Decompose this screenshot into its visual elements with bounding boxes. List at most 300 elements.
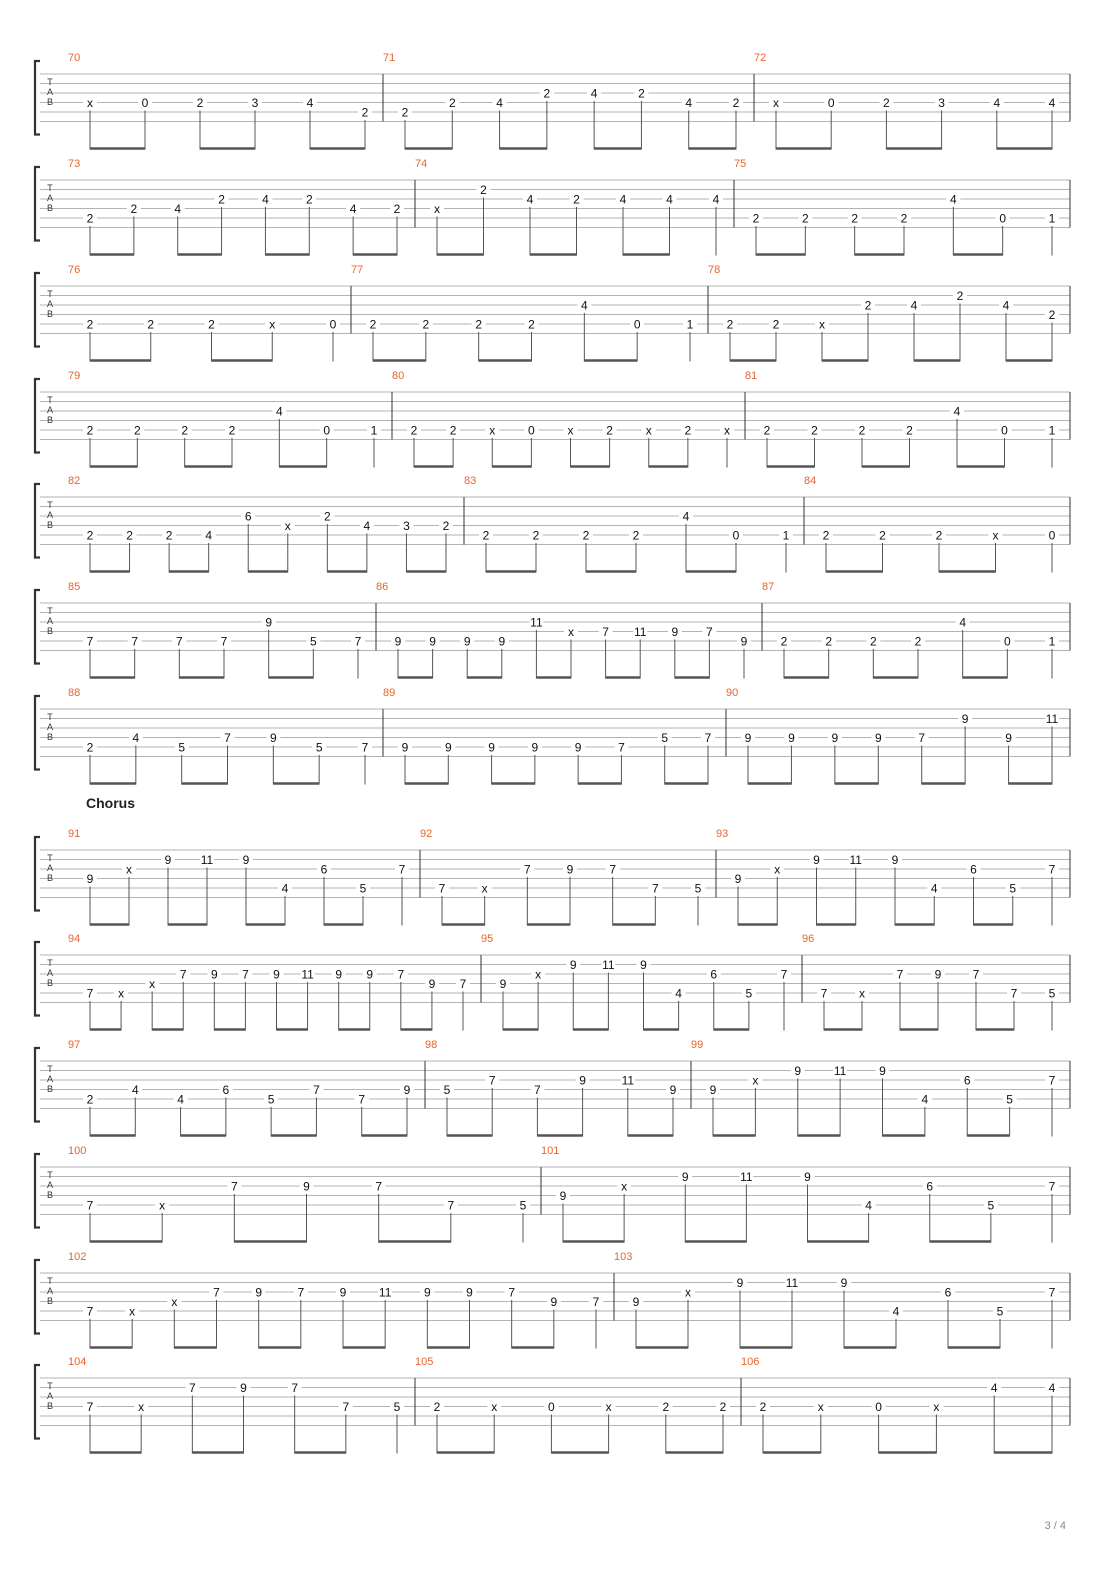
fret-number: 11 <box>849 853 862 867</box>
fret-number: 7 <box>918 731 926 745</box>
fret-number: 9 <box>669 1083 677 1097</box>
fret-number: 2 <box>900 211 908 226</box>
fret-number: 6 <box>926 1179 934 1194</box>
tab-clef-letter: A <box>46 1074 54 1084</box>
fret-number: 9 <box>242 853 250 867</box>
fret-number: 9 <box>879 1064 886 1078</box>
fret-number: 5 <box>309 634 317 649</box>
fret-number: 4 <box>363 519 371 533</box>
fret-number: 2 <box>662 1400 670 1414</box>
fret-number: 2 <box>228 423 236 438</box>
measure-number: 85 <box>68 581 81 593</box>
fret-number: 2 <box>573 192 580 207</box>
tab-clef-letter: B <box>46 978 54 988</box>
system-bracket <box>35 837 40 911</box>
fret-number: 7 <box>602 625 609 639</box>
fret-number: 5 <box>359 881 367 896</box>
fret-number: 9 <box>394 634 402 649</box>
fret-number: 11 <box>785 1276 799 1290</box>
fret-number: 9 <box>269 731 277 745</box>
fret-number: 2 <box>323 509 331 524</box>
fret-number: 7 <box>459 977 467 991</box>
system-bracket <box>35 942 40 1016</box>
fret-number: 7 <box>86 1304 94 1319</box>
fret-number: 9 <box>813 853 820 867</box>
tab-clef-letter: A <box>46 1180 54 1190</box>
fret-number: 2 <box>147 317 155 332</box>
fret-number: 9 <box>303 1179 310 1194</box>
fret-number: 0 <box>548 1400 555 1414</box>
fret-number: 0 <box>323 423 331 438</box>
fret-number: 6 <box>970 862 977 877</box>
fret-number: 7 <box>86 1198 94 1213</box>
fret-number: 2 <box>126 528 133 543</box>
fret-number: 2 <box>196 96 204 110</box>
fret-number: 2 <box>393 202 401 216</box>
measure-number: 99 <box>691 1039 704 1051</box>
tab-clef-letter: T <box>47 606 53 616</box>
measure-number: 82 <box>68 475 81 487</box>
fret-number: 4 <box>953 404 961 419</box>
fret-number: 7 <box>86 986 94 1001</box>
fret-number: x <box>118 986 125 1001</box>
fret-number: 4 <box>682 509 690 524</box>
fret-number: 6 <box>963 1073 971 1088</box>
measure-number: 100 <box>68 1145 87 1157</box>
fret-number: 0 <box>528 423 535 438</box>
fret-number: 7 <box>972 967 980 982</box>
tab-clef-letter: A <box>46 968 54 978</box>
fret-number: 4 <box>281 881 289 896</box>
fret-number: 9 <box>579 1073 586 1088</box>
tab-clef-letter: B <box>46 626 54 636</box>
measure-number: 92 <box>420 828 433 840</box>
fret-number: 9 <box>840 1276 848 1290</box>
fret-number: 7 <box>706 625 713 639</box>
fret-number: 2 <box>218 192 225 207</box>
tab-clef-letter: B <box>46 732 54 742</box>
fret-number: 2 <box>811 423 818 438</box>
fret-number: 9 <box>428 977 436 991</box>
fret-number: 11 <box>1045 712 1059 726</box>
measure-number: 77 <box>351 264 364 276</box>
measure-number: 106 <box>741 1356 760 1368</box>
fret-number: x <box>149 977 156 991</box>
fret-number: 9 <box>804 1170 811 1184</box>
fret-number: 9 <box>423 1285 431 1300</box>
measure-number: 95 <box>481 933 494 945</box>
fret-number: 2 <box>935 528 943 543</box>
section-label-chorus: Chorus <box>86 795 135 811</box>
fret-number: 0 <box>875 1400 882 1414</box>
fret-number: 4 <box>865 1198 872 1213</box>
fret-number: 2 <box>86 528 94 543</box>
fret-number: 1 <box>1048 634 1056 649</box>
fret-number: 2 <box>482 528 490 543</box>
fret-number: 9 <box>498 634 506 649</box>
fret-number: x <box>605 1400 612 1414</box>
measure-number: 90 <box>726 687 739 699</box>
fret-number: 9 <box>891 853 899 867</box>
fret-number: 9 <box>488 740 495 755</box>
fret-number: 4 <box>526 192 534 207</box>
fret-number: 7 <box>86 1400 94 1414</box>
fret-number: 11 <box>833 1064 847 1078</box>
fret-number: 2 <box>86 317 94 332</box>
fret-number: 11 <box>301 967 314 982</box>
fret-number: 7 <box>230 1179 238 1194</box>
system-bracket <box>35 590 40 664</box>
system-bracket <box>35 379 40 453</box>
fret-number: x <box>171 1295 178 1309</box>
tab-clef-letter: B <box>46 97 54 107</box>
fret-number: 0 <box>141 96 149 110</box>
fret-number: 7 <box>220 634 228 649</box>
fret-number: x <box>489 423 496 438</box>
fret-number: 2 <box>480 183 487 197</box>
fret-number: 7 <box>704 731 712 745</box>
tab-clef-letter: A <box>46 1391 54 1401</box>
fret-number: 4 <box>959 615 967 630</box>
fret-number: 2 <box>130 202 138 216</box>
fret-number: 11 <box>740 1170 753 1184</box>
fret-number: 2 <box>684 423 692 438</box>
fret-number: 9 <box>403 1083 411 1097</box>
fret-number: 2 <box>422 317 430 332</box>
tab-clef-letter: A <box>46 722 54 732</box>
system-bracket <box>35 1048 40 1122</box>
fret-number: 7 <box>609 862 617 877</box>
fret-number: 2 <box>369 317 377 332</box>
tab-clef-letter: A <box>46 405 54 415</box>
fret-number: 2 <box>801 211 809 226</box>
tab-clef-letter: T <box>47 183 53 193</box>
system-bracket <box>35 484 40 558</box>
fret-number: 7 <box>179 967 187 982</box>
tab-clef-letter: A <box>46 1286 54 1296</box>
fret-number: 7 <box>291 1381 299 1395</box>
measure-number: 75 <box>734 158 747 170</box>
fret-number: x <box>159 1198 166 1213</box>
fret-number: 1 <box>370 423 378 438</box>
fret-number: 2 <box>869 634 877 649</box>
fret-number: 9 <box>794 1064 802 1078</box>
fret-number: x <box>933 1400 940 1414</box>
tab-clef-letter: B <box>46 873 54 883</box>
fret-number: 2 <box>956 289 964 303</box>
fret-number: 5 <box>178 740 186 755</box>
fret-number: 2 <box>638 86 645 101</box>
tab-clef-letter: T <box>47 395 53 405</box>
fret-number: 9 <box>574 740 582 755</box>
fret-number: 6 <box>244 509 252 524</box>
tab-clef-letter: B <box>46 1401 54 1411</box>
fret-number: 7 <box>534 1083 541 1097</box>
fret-number: 9 <box>736 1276 744 1290</box>
fret-number: 0 <box>827 96 835 110</box>
fret-number: 5 <box>1009 881 1017 896</box>
fret-number: 5 <box>996 1304 1004 1319</box>
fret-number: 9 <box>335 967 343 982</box>
fret-number: 7 <box>131 634 139 649</box>
tab-clef-letter: B <box>46 309 54 319</box>
fret-number: 7 <box>780 967 788 982</box>
fret-number: 5 <box>1048 986 1056 1001</box>
fret-number: 2 <box>864 298 872 313</box>
tab-clef-letter: T <box>47 712 53 722</box>
fret-number: x <box>129 1304 136 1319</box>
fret-number: 9 <box>559 1189 567 1203</box>
fret-number: 7 <box>1048 1285 1056 1300</box>
fret-number: 4 <box>132 731 140 745</box>
fret-number: 4 <box>177 1092 184 1107</box>
system-bracket <box>35 696 40 770</box>
measure-number: 105 <box>415 1356 434 1368</box>
measure-number: 72 <box>754 52 767 64</box>
fret-number: 0 <box>633 317 641 332</box>
fret-number: 7 <box>361 740 369 755</box>
fret-number: 2 <box>759 1400 767 1414</box>
fret-number: 2 <box>879 528 886 543</box>
fret-number: 9 <box>744 731 752 745</box>
fret-number: 9 <box>740 634 748 649</box>
fret-number: 11 <box>621 1073 635 1088</box>
fret-number: x <box>535 967 542 982</box>
fret-number: x <box>568 625 574 639</box>
fret-number: 9 <box>632 1295 640 1309</box>
fret-number: 2 <box>914 634 922 649</box>
fret-number: 7 <box>447 1198 455 1213</box>
fret-number: 5 <box>694 881 702 896</box>
measure-number: 102 <box>68 1251 87 1263</box>
fret-number: 2 <box>86 211 94 226</box>
fret-number: 2 <box>305 192 313 207</box>
measure-number: 86 <box>376 581 389 593</box>
fret-number: 9 <box>550 1295 558 1309</box>
fret-number: 7 <box>175 634 183 649</box>
fret-number: 2 <box>825 634 833 649</box>
measure-number: 93 <box>716 828 729 840</box>
measure-number: 84 <box>804 475 817 487</box>
fret-number: 4 <box>993 96 1001 110</box>
fret-number: 7 <box>224 731 231 745</box>
fret-number: 9 <box>86 872 94 886</box>
fret-number: 2 <box>165 528 173 543</box>
tab-clef-letter: B <box>46 203 54 213</box>
fret-number: 5 <box>661 731 669 745</box>
fret-number: 9 <box>255 1285 263 1300</box>
tab-clef-letter: T <box>47 77 53 87</box>
fret-number: 4 <box>930 881 938 896</box>
fret-number: 9 <box>401 740 409 755</box>
fret-number: 7 <box>397 967 405 982</box>
fret-number: 3 <box>403 519 410 533</box>
fret-number: 4 <box>306 96 314 110</box>
measure-number: 88 <box>68 687 81 699</box>
system-bracket <box>35 273 40 347</box>
fret-number: 11 <box>633 625 647 639</box>
fret-number: 0 <box>1003 634 1011 649</box>
fret-number: 9 <box>240 1381 247 1395</box>
fret-number: 2 <box>133 423 141 438</box>
fret-number: x <box>992 528 999 543</box>
fret-number: 2 <box>86 423 94 438</box>
fret-number: 2 <box>726 317 734 332</box>
fret-number: 9 <box>366 967 374 982</box>
fret-number: x <box>567 423 574 438</box>
fret-number: 7 <box>488 1073 496 1088</box>
measure-number: 74 <box>415 158 428 170</box>
fret-number: 9 <box>566 862 574 877</box>
fret-number: 2 <box>752 211 760 226</box>
measure-number: 89 <box>383 687 396 699</box>
fret-number: 4 <box>685 96 693 110</box>
fret-number: 7 <box>1048 862 1056 877</box>
measure-number: 81 <box>745 370 758 382</box>
tab-clef-letter: T <box>47 1064 53 1074</box>
fret-number: 2 <box>86 740 94 755</box>
fret-number: 1 <box>1048 423 1056 438</box>
tab-clef-letter: T <box>47 1170 53 1180</box>
fret-number: 9 <box>831 731 839 745</box>
fret-number: 9 <box>569 958 577 972</box>
fret-number: 11 <box>200 853 214 867</box>
fret-number: 5 <box>745 986 753 1001</box>
measure-number: 76 <box>68 264 81 276</box>
fret-number: 4 <box>1048 1381 1056 1395</box>
fret-number: 9 <box>499 977 507 991</box>
tab-clef-letter: B <box>46 415 54 425</box>
fret-number: 9 <box>681 1170 689 1184</box>
fret-number: 9 <box>463 634 471 649</box>
fret-number: 4 <box>921 1092 929 1107</box>
measure-number: 71 <box>383 52 396 64</box>
fret-number: 4 <box>275 404 283 419</box>
fret-number: 2 <box>883 96 890 110</box>
fret-number: x <box>773 96 779 110</box>
fret-number: 4 <box>205 528 213 543</box>
fret-number: x <box>859 986 865 1001</box>
fret-number: 0 <box>999 211 1007 226</box>
fret-number: x <box>138 1400 145 1414</box>
fret-number: 9 <box>531 740 539 755</box>
fret-number: 4 <box>619 192 627 207</box>
fret-number: 9 <box>934 967 942 982</box>
fret-number: 4 <box>949 192 957 207</box>
measure-number: 87 <box>762 581 775 593</box>
fret-number: 9 <box>671 625 679 639</box>
fret-number: 2 <box>528 317 535 332</box>
fret-number: 7 <box>618 740 625 755</box>
fret-number: 7 <box>523 862 531 877</box>
measure-number: 70 <box>68 52 81 64</box>
fret-number: 7 <box>342 1400 350 1414</box>
fret-number: 7 <box>1010 986 1018 1001</box>
fret-number: 4 <box>496 96 503 110</box>
fret-number: 9 <box>961 712 969 726</box>
tab-clef-letter: T <box>47 500 53 510</box>
fret-number: x <box>774 862 781 877</box>
measure-number: 78 <box>708 264 721 276</box>
fret-number: 9 <box>466 1285 473 1300</box>
tab-clef-letter: T <box>47 1381 53 1391</box>
measure-number: 101 <box>541 1145 560 1157</box>
measure-number: 80 <box>392 370 405 382</box>
fret-number: 9 <box>444 740 452 755</box>
fret-number: 2 <box>543 86 551 101</box>
fret-number: 4 <box>590 86 598 101</box>
measure-number: 96 <box>802 933 815 945</box>
fret-number: 2 <box>906 423 913 438</box>
fret-number: 9 <box>210 967 218 982</box>
fret-number: 7 <box>375 1179 383 1194</box>
fret-number: 2 <box>449 423 457 438</box>
fret-number: x <box>434 202 440 216</box>
fret-number: 9 <box>734 872 742 886</box>
fret-number: 4 <box>131 1083 139 1097</box>
fret-number: 6 <box>320 862 328 877</box>
fret-number: 7 <box>1048 1179 1056 1194</box>
tab-clef-letter: B <box>46 1296 54 1306</box>
fret-number: 7 <box>86 634 94 649</box>
fret-number: 11 <box>602 958 615 972</box>
fret-number: 2 <box>858 423 866 438</box>
fret-number: 2 <box>433 1400 441 1414</box>
fret-number: 7 <box>592 1295 600 1309</box>
measure-number: 91 <box>68 828 81 840</box>
fret-number: 7 <box>438 881 446 896</box>
fret-number: 0 <box>329 317 337 332</box>
fret-number: 2 <box>606 423 613 438</box>
fret-number: 0 <box>1001 423 1008 438</box>
fret-number: 4 <box>675 986 682 1001</box>
fret-number: 6 <box>222 1083 230 1097</box>
fret-number: x <box>645 423 652 438</box>
fret-number: x <box>269 317 276 332</box>
system-bracket <box>35 167 40 241</box>
tab-clef-letter: A <box>46 616 54 626</box>
fret-number: 9 <box>788 731 795 745</box>
tab-clef-letter: B <box>46 1190 54 1200</box>
fret-number: 4 <box>174 202 182 216</box>
fret-number: 7 <box>242 967 249 982</box>
fret-number: 9 <box>709 1083 717 1097</box>
fret-number: x <box>87 96 93 110</box>
fret-number: 2 <box>181 423 189 438</box>
fret-number: 2 <box>822 528 830 543</box>
fret-number: 5 <box>1006 1092 1013 1107</box>
fret-number: 9 <box>1005 731 1012 745</box>
fret-number: 2 <box>732 96 740 110</box>
tab-clef-letter: T <box>47 289 53 299</box>
tab-clef-letter: A <box>46 193 54 203</box>
fret-number: 0 <box>732 528 740 543</box>
fret-number: x <box>284 519 291 533</box>
system-bracket <box>35 1260 40 1334</box>
fret-number: 2 <box>410 423 418 438</box>
fret-number: 7 <box>313 1083 320 1097</box>
fret-number: 4 <box>910 298 918 313</box>
fret-number: 9 <box>874 731 882 745</box>
tab-clef-letter: B <box>46 1084 54 1094</box>
fret-number: 7 <box>896 967 904 982</box>
fret-number: 4 <box>666 192 673 207</box>
fret-number: 9 <box>640 958 647 972</box>
fret-number: 11 <box>530 615 543 630</box>
fret-number: 6 <box>944 1285 952 1300</box>
fret-number: 1 <box>686 317 694 332</box>
tab-clef-letter: A <box>46 863 54 873</box>
